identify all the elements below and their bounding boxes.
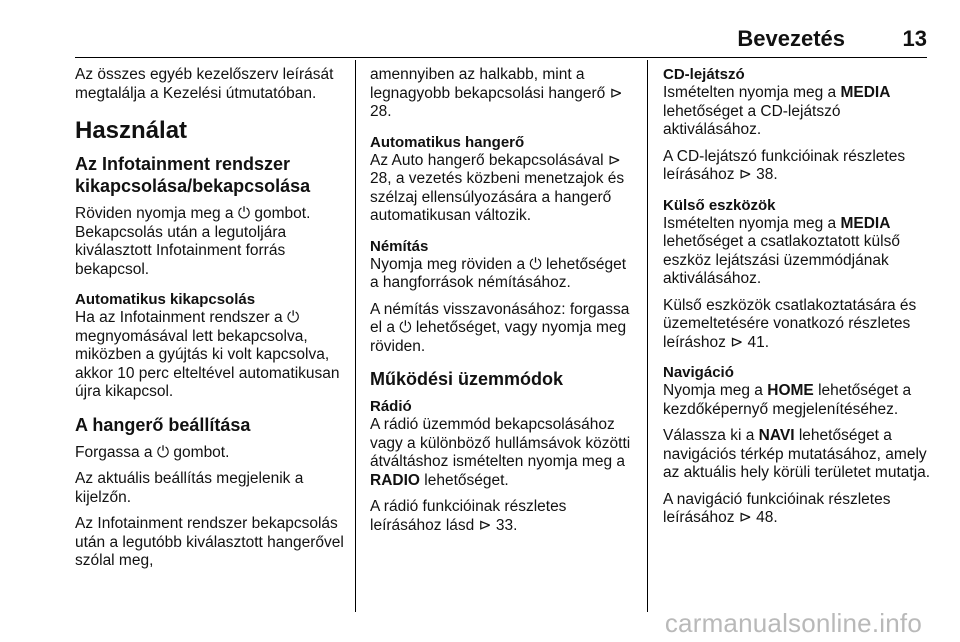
- cd-media-key: MEDIA: [840, 84, 891, 101]
- heading-cd: CD-lejátszó: [663, 66, 745, 83]
- nav2-text-b: lehetőséget a navigációs térkép mutatásához, amely az aktuális hely körüli területet mutatja.: [663, 427, 931, 481]
- radio-text-b: lehetőséget.: [424, 471, 509, 489]
- heading-external: Külső eszközök: [663, 196, 776, 214]
- paragraph-volume-1: Forgassa a ⏻ gombot.: [75, 443, 230, 461]
- paragraph-mute-2: A némítás visszavonásához: forgassa el a ⏻ lehetőséget, vagy nyomja meg röviden.: [370, 300, 630, 355]
- heading-navigation: Navigáció: [663, 364, 734, 381]
- column-divider-1: [355, 60, 356, 612]
- paragraph-nav-3: A navigáció funkcióinak részletes leírásához ⊳ 48.: [663, 490, 891, 526]
- heading-auto-volume: Automatikus hangerő: [370, 133, 525, 151]
- paragraph-external-2: Külső eszközök csatlakoztatására és üzemeltetésére vonatkozó részletes leíráshoz ⊳ 41.: [663, 296, 917, 351]
- radio-text-a: A rádió üzemmód bekapcsolásához vagy a különböző hullámsávok közötti átváltáshoz ismételten nyomja meg a: [370, 416, 631, 470]
- navi-key: NAVI: [758, 427, 795, 444]
- paragraph-mute-1: Nyomja meg röviden a ⏻ lehetőséget a hangforrások némításához.: [370, 255, 627, 291]
- paragraph-volume-2: Az aktuális beállítás megjelenik a kijelzőn.: [75, 470, 304, 506]
- paragraph-volume-3: Az Infotainment rendszer bekapcsolás után a legutóbb kiválasztott hangerővel szólal meg,: [75, 515, 344, 569]
- page-number: 13: [902, 26, 927, 51]
- heading-radio: Rádió: [370, 398, 412, 415]
- heading-hasznalat: Használat: [75, 117, 188, 144]
- paragraph-cd-2: A CD-lejátszó funkcióinak részletes leírásához ⊳ 38.: [663, 147, 906, 183]
- nav2-text-a: Válassza ki a: [663, 427, 755, 444]
- heading-modes: Működési üzemmódok: [370, 369, 564, 389]
- paragraph-auto-volume: Az Auto hangerő bekapcsolásával ⊳ 28, a vezetés közbeni menetzajok és szélzaj ellensúlyozására a hangerő automatikusan változik.: [370, 151, 625, 224]
- header-rule: [75, 57, 927, 58]
- heading-on-off: Az Infotainment rendszer kikapcsolása/bekapcsolása: [75, 154, 311, 196]
- ext-media-key: MEDIA: [840, 214, 891, 232]
- cd-text-b: lehetőséget a CD-lejátszó aktiválásához.: [663, 102, 841, 138]
- home-key: HOME: [767, 382, 814, 399]
- heading-mute: Némítás: [370, 237, 429, 255]
- paragraph-nav-1: [663, 382, 931, 419]
- intro-paragraph: Az összes egyéb kezelőszerv leírását megtalálja a Kezelési útmutatóban.: [75, 66, 334, 102]
- ext-text-b: lehetőséget a csatlakoztatott külső eszköz lejátszási üzemmódjának aktiválásához.: [663, 233, 900, 287]
- nav1-text-a: Nyomja meg a: [663, 382, 763, 399]
- paragraph-radio-1: [370, 416, 638, 490]
- nav1-text-b: lehetőséget a kezdőképernyő megjelenítéséhez.: [663, 382, 912, 418]
- watermark: carmanualsonline.info: [664, 608, 922, 638]
- heading-auto-off: Automatikus kikapcsolás: [75, 291, 256, 308]
- column-3: [663, 66, 931, 536]
- page-header: [75, 26, 927, 56]
- cd-text-a: Ismételten nyomja meg a: [663, 84, 837, 101]
- heading-volume: A hangerő beállítása: [75, 414, 251, 435]
- paragraph-auto-off: Ha az Infotainment rendszer a ⏻ megnyomásával lett bekapcsolva, miközben a gyújtás ki volt kapcsolva, akkor 10 perc elteltével automatikusan újra kikapcsol.: [75, 309, 340, 400]
- paragraph-radio-2: A rádió funkcióinak részletes leírásához lásd ⊳ 33.: [370, 498, 567, 534]
- paragraph-nav-2: [663, 427, 931, 483]
- column-1: [75, 66, 347, 579]
- ext-text-a: Ismételten nyomja meg a: [663, 214, 837, 232]
- column-2: [370, 66, 638, 543]
- paragraph-on-off: Röviden nyomja meg a ⏻ gombot. Bekapcsolás után a legutoljára kiválasztott Infotainment forrás bekapcsol.: [75, 205, 311, 278]
- column-divider-2: [647, 60, 648, 612]
- radio-key: RADIO: [370, 471, 420, 489]
- paragraph-cd-1: [663, 84, 931, 140]
- paragraph-volume-cont: amennyiben az halkabb, mint a legnagyobb bekapcsolási hangerő ⊳ 28.: [370, 66, 623, 120]
- section-title: Bevezetés: [737, 26, 845, 51]
- paragraph-external-1: [663, 215, 931, 289]
